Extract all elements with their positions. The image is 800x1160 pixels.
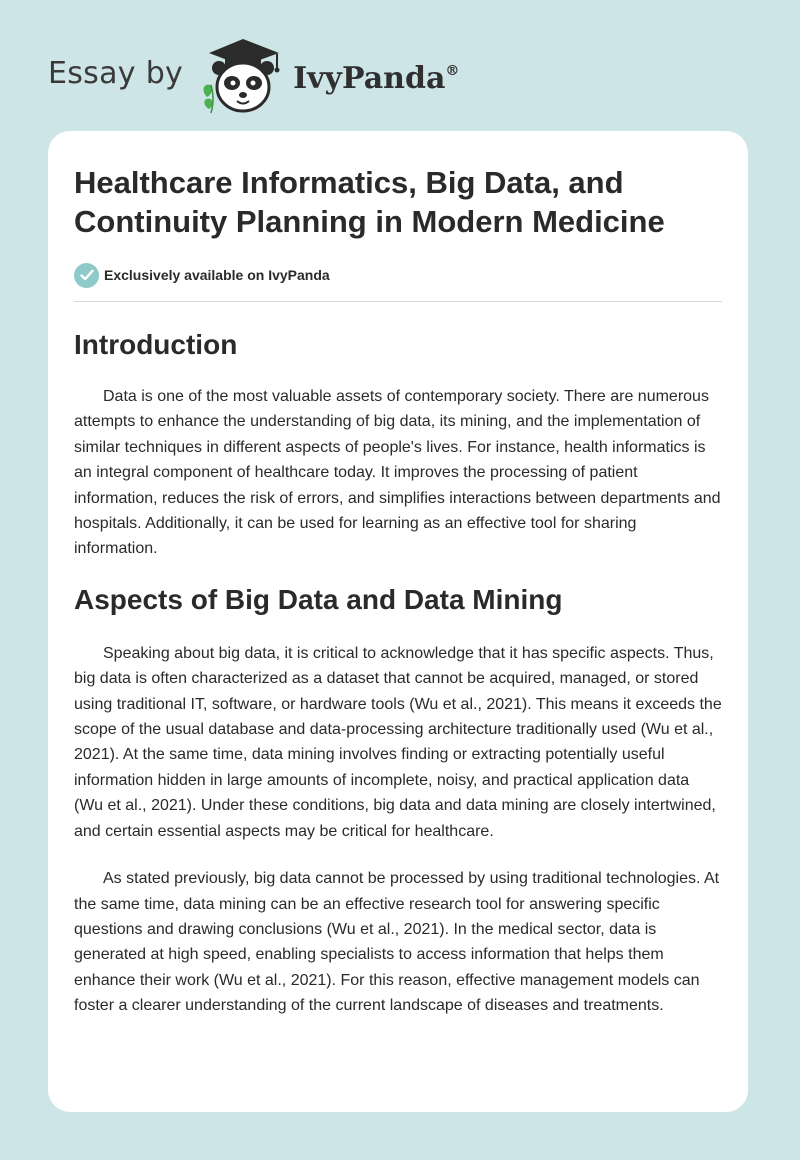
section-heading-introduction: Introduction: [74, 329, 238, 360]
article-body: [74, 163, 722, 1019]
site-header: [48, 30, 459, 120]
article-card: [48, 131, 748, 1112]
article-title: Healthcare Informatics, Big Data, and Continuity Planning in Modern Medicine: [74, 165, 665, 239]
title-divider: [74, 301, 722, 302]
essay-by-label: Essay by: [48, 55, 184, 91]
check-icon: [74, 263, 99, 288]
paragraph: Data is one of the most valuable assets of contemporary society. There are numerous attempts to enhance the understanding of big data, its mining, and the implementation of similar techniques in different aspects of people's lives. For instance, health informatics is an integral component of healthcare today. It improves the processing of patient information, reduces the risk of errors, and simplifies interactions between departments and hospitals. Additionally, it can be used for learning as an effective tool for sharing information.: [74, 388, 721, 558]
ivypanda-logo-icon[interactable]: [197, 35, 289, 115]
exclusive-badge: [74, 261, 722, 289]
registered-mark: ®: [445, 62, 460, 79]
exclusive-label: Exclusively available on IvyPanda: [104, 267, 330, 283]
section-heading-aspects: Aspects of Big Data and Data Mining: [74, 583, 563, 615]
paragraph: Speaking about big data, it is critical to acknowledge that it has specific aspects. Thus, big data is often characterized as a dataset that cannot be acquired, managed, or stored using traditional IT, software, or hardware tools (Wu et al., 2021). This means it exceeds the scope of the usual database and data-processing architecture traditionally used (Wu et al., 2021). At the same time, data mining involves finding or extracting potentially useful information hidden in large amounts of incomplete, noisy, and practical application data (Wu et al., 2021). Under these conditions, big data and data mining are closely intertwined, and certain essential aspects may be critical for healthcare.: [74, 644, 722, 840]
brand-name[interactable]: IvyPanda®: [293, 60, 460, 96]
paragraph: As stated previously, big data cannot be processed by using traditional technologies. At the same time, data mining can be an effective research tool for answering specific questions and drawing conclusions (Wu et al., 2021). In the medical sector, data is generated at high speed, enabling specialists to access information that helps them enhance their work (Wu et al., 2021). For this reason, effective management models can foster a clearer understanding of the current landscape of diseases and treatments.: [74, 870, 720, 1015]
